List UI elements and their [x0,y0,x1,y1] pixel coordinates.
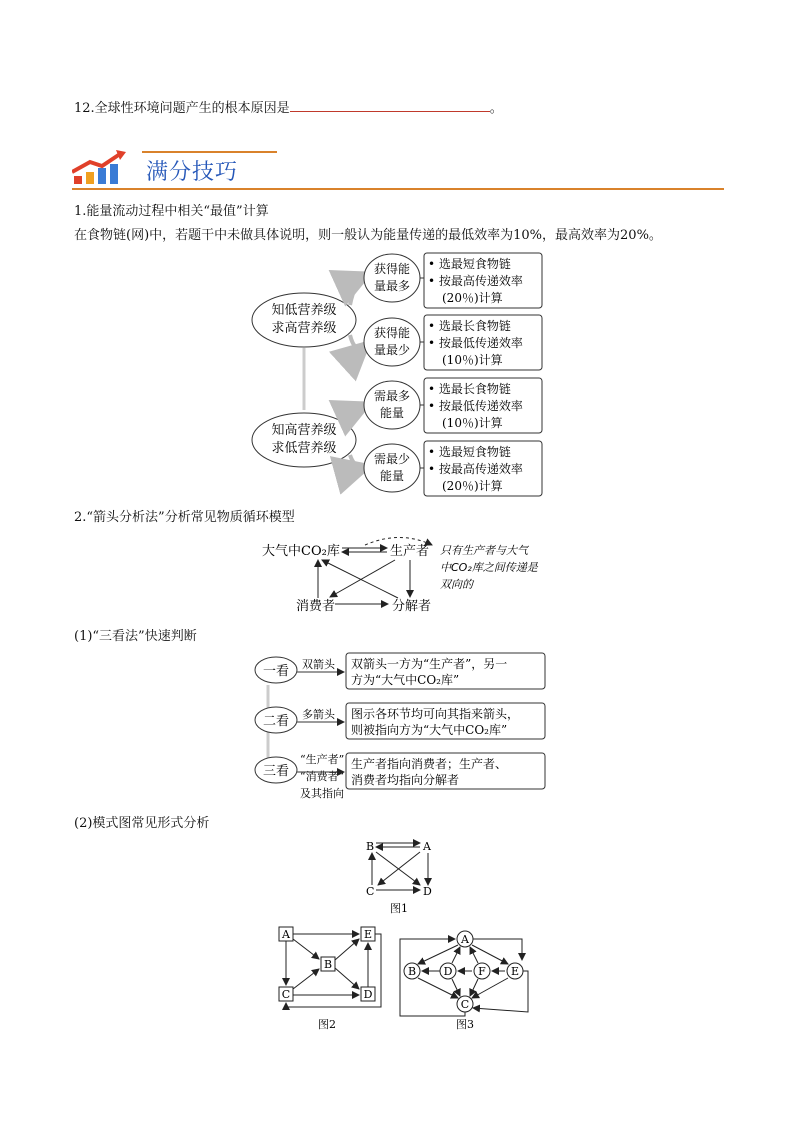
fig2-caption: 图2 [318,1018,336,1031]
figure-3 [400,931,528,1031]
mid-1-line1: 获得能 [373,262,411,276]
three-look-heading: (1)“三看法”快速判断 [74,629,197,644]
node-producer: 生产者 [390,544,430,559]
question-12-end: 。 [489,101,503,116]
fig1-caption: 图1 [390,902,408,915]
fig1-node-b: B [366,840,375,853]
node-decomposer: 分解者 [392,599,432,614]
fig2-node-a: A [282,928,290,941]
left-top-line2: 求高营养级 [271,321,337,336]
look-3-box-line1: 生产者指向消费者；生产者、 [351,757,508,771]
note-line3: 双向的 [440,578,473,591]
box3-line3: (10％)计算 [442,416,503,430]
mid-2-line2: 量最少 [373,343,411,357]
box3-line1: • 选最长食物链 [428,382,511,396]
pattern-heading: (2)模式图常见形式分析 [74,816,210,831]
question-12-text: 12.全球性环境问题产生的根本原因是 [74,101,290,116]
carbon-cycle-diagram [262,538,539,615]
section-title: 满分技巧 [146,160,239,185]
node-consumer: 消费者 [296,599,336,614]
three-look-diagram [255,653,545,800]
tip1-intro: 在食物链(网)中，若题干中未做具体说明，则一般认为能量传递的最低效率为10%，最高效率为20%。 [74,228,662,243]
mid-4-line2: 能量 [379,469,405,483]
figure-1 [366,840,432,915]
fig3-node-b: B [407,965,417,978]
look-3-cond3: 及其指向 [300,787,344,800]
look-2-box-line1: 图示各环节均可向其指来箭头， [351,707,520,721]
left-top-ellipse [252,293,356,347]
note-line2: 中CO₂库之间传递是 [440,561,538,574]
fig2-node-d: D [363,988,373,1001]
look-3-box-line2: 消费者均指向分解者 [351,773,460,787]
look-3-cond1: “生产者” [300,753,345,766]
mid-3-line1: 需最多 [373,389,411,403]
figure-2 [279,927,381,1031]
fig2-node-e: E [363,928,373,941]
box1-line1: • 选最短食物链 [428,257,511,271]
mid-4-line1: 需最少 [373,452,411,466]
left-bottom-line2: 求低营养级 [271,441,337,456]
box2-line2: • 按最低传递效率 [428,336,523,350]
look-1-box-line2: 方为“大气中CO₂库” [351,673,460,687]
fig3-node-c: C [460,998,470,1011]
look-2-label: 二看 [262,714,290,729]
tip1-heading: 1.能量流动过程中相关“最值”计算 [74,204,269,219]
fig2-node-c: C [281,988,291,1001]
look-3-label: 三看 [262,764,290,779]
fig1-node-d: D [423,885,432,898]
look-1-box-line1: 双箭头一方为“生产者”，另一 [351,657,508,671]
fig3-node-f: F [478,965,486,978]
box2-line3: (10％)计算 [442,353,503,367]
fig1-node-c: C [366,885,375,898]
mid-3-line2: 能量 [379,406,405,420]
box4-line3: (20％)计算 [442,479,503,493]
box1-line3: (20％)计算 [442,291,503,305]
mid-2-line1: 获得能 [373,326,411,340]
box1-line2: • 按最高传递效率 [428,274,523,288]
note-line1: 只有生产者与大气 [440,544,528,557]
node-atm-co2: 大气中CO₂库 [262,544,340,559]
left-bottom-line1: 知高营养级 [271,423,337,438]
fig3-caption: 图3 [456,1018,474,1031]
fig1-node-a: A [423,840,431,853]
tip2-heading: 2.“箭头分析法”分析常见物质循环模型 [74,510,295,525]
fig3-node-e: E [510,965,520,978]
left-bottom-ellipse [252,413,356,467]
box3-line2: • 按最低传递效率 [428,399,523,413]
box4-line2: • 按最高传递效率 [428,462,523,476]
mid-1-line2: 量最多 [373,279,411,293]
look-2-cond: 多箭头 [302,708,335,721]
left-top-line1: 知低营养级 [271,303,337,318]
energy-diagram [252,253,542,496]
look-2-box-line2: 则被指向方为“大气中CO₂库” [351,723,508,737]
fig2-node-b: B [323,958,333,971]
look-3-cond2: “消费者” [300,770,345,783]
look-1-label: 一看 [262,664,290,679]
fig3-node-a: A [461,933,469,946]
box2-line1: • 选最长食物链 [428,319,511,333]
box4-line1: • 选最短食物链 [428,445,511,459]
look-1-cond: 双箭头 [302,658,335,671]
fig3-node-d: D [443,965,453,978]
